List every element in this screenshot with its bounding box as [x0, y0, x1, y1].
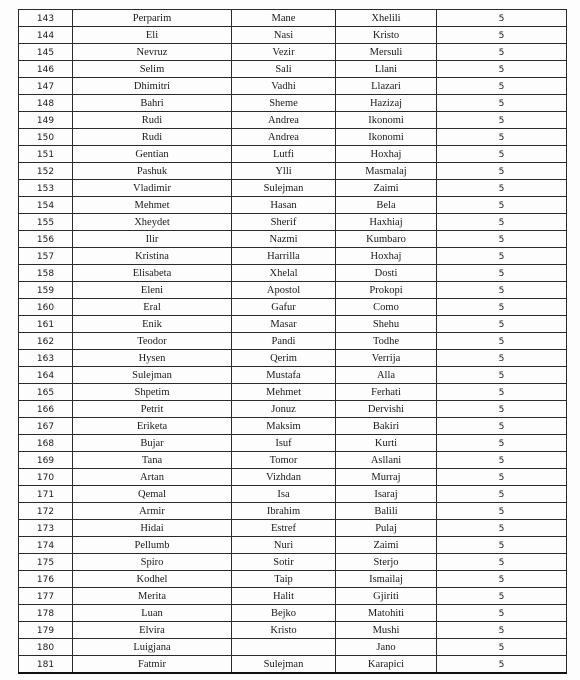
father-name: Isa [232, 486, 336, 503]
score-value: 5 [437, 10, 567, 27]
father-name: Sali [232, 61, 336, 78]
first-name: Teodor [73, 333, 232, 350]
surname: Llazari [336, 78, 437, 95]
surname: Mersuli [336, 44, 437, 61]
first-name: Spiro [73, 554, 232, 571]
father-name: Gafur [232, 299, 336, 316]
father-name: Mehmet [232, 384, 336, 401]
first-name: Bujar [73, 435, 232, 452]
father-name: Xhelal [232, 265, 336, 282]
father-name: Nuri [232, 537, 336, 554]
father-name: Bejko [232, 605, 336, 622]
first-name: Luigjana [73, 639, 232, 656]
first-name: Artan [73, 469, 232, 486]
surname: Ikonomi [336, 129, 437, 146]
first-name: Qemal [73, 486, 232, 503]
table-row [19, 588, 567, 605]
father-name: Hasan [232, 197, 336, 214]
row-number: 160 [19, 299, 73, 316]
table-row [19, 180, 567, 197]
score-value: 5 [437, 605, 567, 622]
table-row [19, 129, 567, 146]
table-row [19, 197, 567, 214]
surname: Todhe [336, 333, 437, 350]
row-number: 145 [19, 44, 73, 61]
surname: Isaraj [336, 486, 437, 503]
first-name: Rudi [73, 112, 232, 129]
father-name: Kristo [232, 622, 336, 639]
score-value: 5 [437, 316, 567, 333]
table-row [19, 571, 567, 588]
table-row [19, 27, 567, 44]
surname: Ikonomi [336, 112, 437, 129]
score-value: 5 [437, 248, 567, 265]
surname: Kurti [336, 435, 437, 452]
surname: Hoxhaj [336, 248, 437, 265]
score-value: 5 [437, 265, 567, 282]
first-name: Hidai [73, 520, 232, 537]
table-row [19, 656, 567, 674]
row-number: 153 [19, 180, 73, 197]
table-row [19, 469, 567, 486]
surname: Shehu [336, 316, 437, 333]
surname: Murraj [336, 469, 437, 486]
row-number: 170 [19, 469, 73, 486]
score-value: 5 [437, 554, 567, 571]
surname: Kristo [336, 27, 437, 44]
score-value: 5 [437, 146, 567, 163]
father-name: Masar [232, 316, 336, 333]
first-name: Tana [73, 452, 232, 469]
row-number: 174 [19, 537, 73, 554]
father-name: Mustafa [232, 367, 336, 384]
surname: Verrija [336, 350, 437, 367]
father-name: Andrea [232, 129, 336, 146]
father-name: Ylli [232, 163, 336, 180]
surname: Dervishi [336, 401, 437, 418]
row-number: 152 [19, 163, 73, 180]
table-row [19, 486, 567, 503]
score-value: 5 [437, 367, 567, 384]
table-row [19, 112, 567, 129]
first-name: Merita [73, 588, 232, 605]
first-name: Shpetim [73, 384, 232, 401]
father-name: Apostol [232, 282, 336, 299]
score-value: 5 [437, 469, 567, 486]
score-value: 5 [437, 588, 567, 605]
score-value: 5 [437, 401, 567, 418]
first-name: Armir [73, 503, 232, 520]
surname: Jano [336, 639, 437, 656]
surname: Como [336, 299, 437, 316]
score-value: 5 [437, 622, 567, 639]
score-value: 5 [437, 486, 567, 503]
first-name: Vladimir [73, 180, 232, 197]
surname: Ismailaj [336, 571, 437, 588]
table-row [19, 333, 567, 350]
row-number: 168 [19, 435, 73, 452]
father-name: Sheme [232, 95, 336, 112]
first-name: Pashuk [73, 163, 232, 180]
first-name: Xheydet [73, 214, 232, 231]
score-value: 5 [437, 520, 567, 537]
table-row [19, 401, 567, 418]
surname: Bela [336, 197, 437, 214]
table-row [19, 384, 567, 401]
surname: Zaimi [336, 180, 437, 197]
score-value: 5 [437, 197, 567, 214]
surname: Hoxhaj [336, 146, 437, 163]
surname: Zaimi [336, 537, 437, 554]
father-name: Tomor [232, 452, 336, 469]
row-number: 179 [19, 622, 73, 639]
score-value: 5 [437, 78, 567, 95]
surname: Balili [336, 503, 437, 520]
score-value: 5 [437, 44, 567, 61]
surname: Sterjo [336, 554, 437, 571]
table-row [19, 10, 567, 27]
surname: Asllani [336, 452, 437, 469]
row-number: 169 [19, 452, 73, 469]
first-name: Rudi [73, 129, 232, 146]
row-number: 176 [19, 571, 73, 588]
row-number: 158 [19, 265, 73, 282]
table-row [19, 503, 567, 520]
row-number: 143 [19, 10, 73, 27]
first-name: Perparim [73, 10, 232, 27]
first-name: Bahri [73, 95, 232, 112]
score-value: 5 [437, 571, 567, 588]
table-row [19, 605, 567, 622]
row-number: 162 [19, 333, 73, 350]
first-name: Mehmet [73, 197, 232, 214]
row-number: 171 [19, 486, 73, 503]
surname: Prokopi [336, 282, 437, 299]
table-row [19, 163, 567, 180]
table-row [19, 622, 567, 639]
row-number: 161 [19, 316, 73, 333]
surname: Kumbaro [336, 231, 437, 248]
name-list-table [18, 9, 567, 674]
surname: Bakiri [336, 418, 437, 435]
father-name: Nazmi [232, 231, 336, 248]
surname: Haxhiaj [336, 214, 437, 231]
father-name: Sulejman [232, 656, 336, 674]
score-value: 5 [437, 112, 567, 129]
father-name: Isuf [232, 435, 336, 452]
surname: Masmalaj [336, 163, 437, 180]
table-row [19, 231, 567, 248]
father-name: Nasi [232, 27, 336, 44]
father-name: Mane [232, 10, 336, 27]
surname: Pulaj [336, 520, 437, 537]
father-name: Harrilla [232, 248, 336, 265]
father-name: Ibrahim [232, 503, 336, 520]
surname: Karapici [336, 656, 437, 674]
father-name: Jonuz [232, 401, 336, 418]
score-value: 5 [437, 163, 567, 180]
score-value: 5 [437, 452, 567, 469]
surname: Ferhati [336, 384, 437, 401]
father-name: Sotir [232, 554, 336, 571]
row-number: 165 [19, 384, 73, 401]
father-name: Taip [232, 571, 336, 588]
row-number: 159 [19, 282, 73, 299]
father-name: Pandi [232, 333, 336, 350]
first-name: Dhimitri [73, 78, 232, 95]
first-name: Selim [73, 61, 232, 78]
score-value: 5 [437, 384, 567, 401]
first-name: Nevruz [73, 44, 232, 61]
row-number: 173 [19, 520, 73, 537]
row-number: 148 [19, 95, 73, 112]
father-name: Vezir [232, 44, 336, 61]
row-number: 177 [19, 588, 73, 605]
first-name: Pellumb [73, 537, 232, 554]
score-value: 5 [437, 503, 567, 520]
row-number: 163 [19, 350, 73, 367]
father-name: Halit [232, 588, 336, 605]
table-row [19, 316, 567, 333]
father-name: Sherif [232, 214, 336, 231]
table-body [19, 10, 567, 674]
score-value: 5 [437, 61, 567, 78]
table-row [19, 418, 567, 435]
row-number: 181 [19, 656, 73, 674]
row-number: 155 [19, 214, 73, 231]
score-value: 5 [437, 27, 567, 44]
first-name: Hysen [73, 350, 232, 367]
first-name: Sulejman [73, 367, 232, 384]
table-row [19, 95, 567, 112]
first-name: Petrit [73, 401, 232, 418]
row-number: 156 [19, 231, 73, 248]
table-row [19, 61, 567, 78]
table-row [19, 554, 567, 571]
first-name: Eriketa [73, 418, 232, 435]
first-name: Enik [73, 316, 232, 333]
row-number: 178 [19, 605, 73, 622]
score-value: 5 [437, 214, 567, 231]
first-name: Elvira [73, 622, 232, 639]
first-name: Fatmir [73, 656, 232, 674]
table-row [19, 350, 567, 367]
table-row [19, 265, 567, 282]
table-row [19, 282, 567, 299]
score-value: 5 [437, 282, 567, 299]
row-number: 166 [19, 401, 73, 418]
score-value: 5 [437, 656, 567, 674]
score-value: 5 [437, 129, 567, 146]
row-number: 149 [19, 112, 73, 129]
father-name: Vadhi [232, 78, 336, 95]
father-name: Vizhdan [232, 469, 336, 486]
first-name: Eral [73, 299, 232, 316]
table-row [19, 537, 567, 554]
table-row [19, 452, 567, 469]
row-number: 167 [19, 418, 73, 435]
table-row [19, 639, 567, 656]
row-number: 175 [19, 554, 73, 571]
father-name: Estref [232, 520, 336, 537]
row-number: 180 [19, 639, 73, 656]
surname: Gjiriti [336, 588, 437, 605]
table-row [19, 435, 567, 452]
father-name [232, 639, 336, 656]
row-number: 147 [19, 78, 73, 95]
first-name: Eli [73, 27, 232, 44]
row-number: 144 [19, 27, 73, 44]
father-name: Sulejman [232, 180, 336, 197]
table-row [19, 248, 567, 265]
first-name: Luan [73, 605, 232, 622]
father-name: Andrea [232, 112, 336, 129]
score-value: 5 [437, 299, 567, 316]
score-value: 5 [437, 333, 567, 350]
row-number: 146 [19, 61, 73, 78]
row-number: 154 [19, 197, 73, 214]
first-name: Ilir [73, 231, 232, 248]
first-name: Kristina [73, 248, 232, 265]
score-value: 5 [437, 231, 567, 248]
table-row [19, 299, 567, 316]
score-value: 5 [437, 418, 567, 435]
table-row [19, 214, 567, 231]
surname: Alla [336, 367, 437, 384]
surname: Mushi [336, 622, 437, 639]
first-name: Elisabeta [73, 265, 232, 282]
first-name: Kodhel [73, 571, 232, 588]
table-row [19, 78, 567, 95]
row-number: 172 [19, 503, 73, 520]
first-name: Eleni [73, 282, 232, 299]
surname: Hazizaj [336, 95, 437, 112]
table-row [19, 146, 567, 163]
surname: Llani [336, 61, 437, 78]
table-row [19, 44, 567, 61]
row-number: 157 [19, 248, 73, 265]
father-name: Lutfi [232, 146, 336, 163]
score-value: 5 [437, 180, 567, 197]
score-value: 5 [437, 435, 567, 452]
surname: Dosti [336, 265, 437, 282]
father-name: Maksim [232, 418, 336, 435]
score-value: 5 [437, 350, 567, 367]
score-value: 5 [437, 639, 567, 656]
row-number: 150 [19, 129, 73, 146]
row-number: 151 [19, 146, 73, 163]
score-value: 5 [437, 95, 567, 112]
surname: Xhelili [336, 10, 437, 27]
row-number: 164 [19, 367, 73, 384]
surname: Matohiti [336, 605, 437, 622]
first-name: Gentian [73, 146, 232, 163]
table-row [19, 367, 567, 384]
father-name: Qerim [232, 350, 336, 367]
score-value: 5 [437, 537, 567, 554]
table-row [19, 520, 567, 537]
